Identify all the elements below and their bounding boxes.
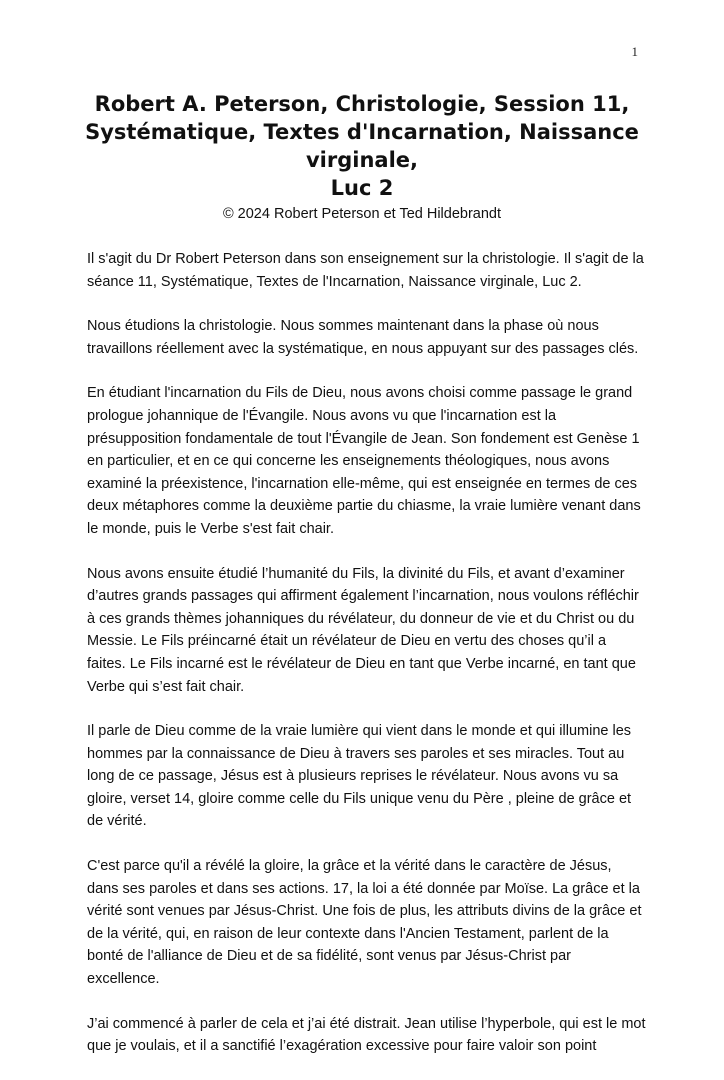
title-block bbox=[60, 90, 664, 224]
paragraph-5: Il parle de Dieu comme de la vraie lumière qui vient dans le monde et qui illumine les hommes par la connaissance de Dieu à travers ses paroles et ses miracles. Tout au long de ce passage, Jésus est à plusieurs reprises le révélateur. Nous avons vu sa gloire, verset 14, gloire comme celle du Fils unique venu du Père , pleine de grâce et de vérité. bbox=[87, 723, 632, 830]
paragraph-7: J’ai commencé à parler de cela et j’ai été distrait. Jean utilise l’hyperbole, qui est le mot que je voulais, et il a sanctifié l’exagération excessive pour faire valoir son point bbox=[87, 1015, 646, 1055]
paragraph-4: Nous avons ensuite étudié l’humanité du Fils, la divinité du Fils, et avant d’examiner d’autres grands passages qui affirment également l’incarnation, nous voulons réfléchir à ces grands thèmes johanniques du révélateur, du donneur de vie et du Christ ou du Messie. Le Fils préincarné était un révélateur de Dieu en vertu des choses qu’il a faites. Le Fils incarné est le révélateur de Dieu en tant que Verbe incarné, en tant que Verbe qui s’est fait chair. bbox=[87, 565, 639, 695]
document-body bbox=[87, 248, 647, 1080]
page-number: 1 bbox=[631, 44, 638, 59]
copyright-notice: © 2024 Robert Peterson et Ted Hildebrandt bbox=[222, 206, 502, 222]
paragraph-1: Il s'agit du Dr Robert Peterson dans son enseignement sur la christologie. Il s'agit de la séance 11, Systématique, Textes de l'Incarnation, Naissance virginale, Luc 2. bbox=[87, 251, 644, 290]
title-line-3: virginale, bbox=[305, 148, 418, 172]
paragraph-2: Nous étudions la christologie. Nous sommes maintenant dans la phase où nous travaillons réellement avec la systématique, en nous appuyant sur des passages clés. bbox=[87, 318, 639, 357]
paragraph-3: En étudiant l'incarnation du Fils de Dieu, nous avons choisi comme passage le grand prologue johannique de l'Évangile. Nous avons vu que l'incarnation est la présupposition fondamentale de tout l'Évangile de Jean. Son fondement est Genèse 1 en particulier, et en ce qui concerne les enseignements théologiques, nous avons examiné la préexistence, l'incarnation elle-même, qui est enseignée en termes de ces deux métaphores comme la deuxième partie du chiasme, la vraie lumière venant dans le monde, puis le Verbe s'est fait chair. bbox=[87, 385, 641, 537]
title-line-2: Systématique, Textes d'Incarnation, Naissance bbox=[85, 120, 639, 144]
title-line-1: Robert A. Peterson, Christologie, Session 11, bbox=[94, 92, 630, 116]
paragraph-6: C'est parce qu'il a révélé la gloire, la grâce et la vérité dans le caractère de Jésus, dans ses paroles et dans ses actions. 17, la loi a été donnée par Moïse. La grâce et la vérité sont venues par Jésus-Christ. Une fois de plus, les attributs divins de la grâce et de la vérité, qui, en raison de leur contexte dans l'Ancien Testament, parlent de la bonté de l'alliance de Dieu et de sa fidélité, sont venus par Jésus-Christ par excellence. bbox=[87, 858, 642, 988]
title-line-4: Luc 2 bbox=[330, 176, 394, 200]
